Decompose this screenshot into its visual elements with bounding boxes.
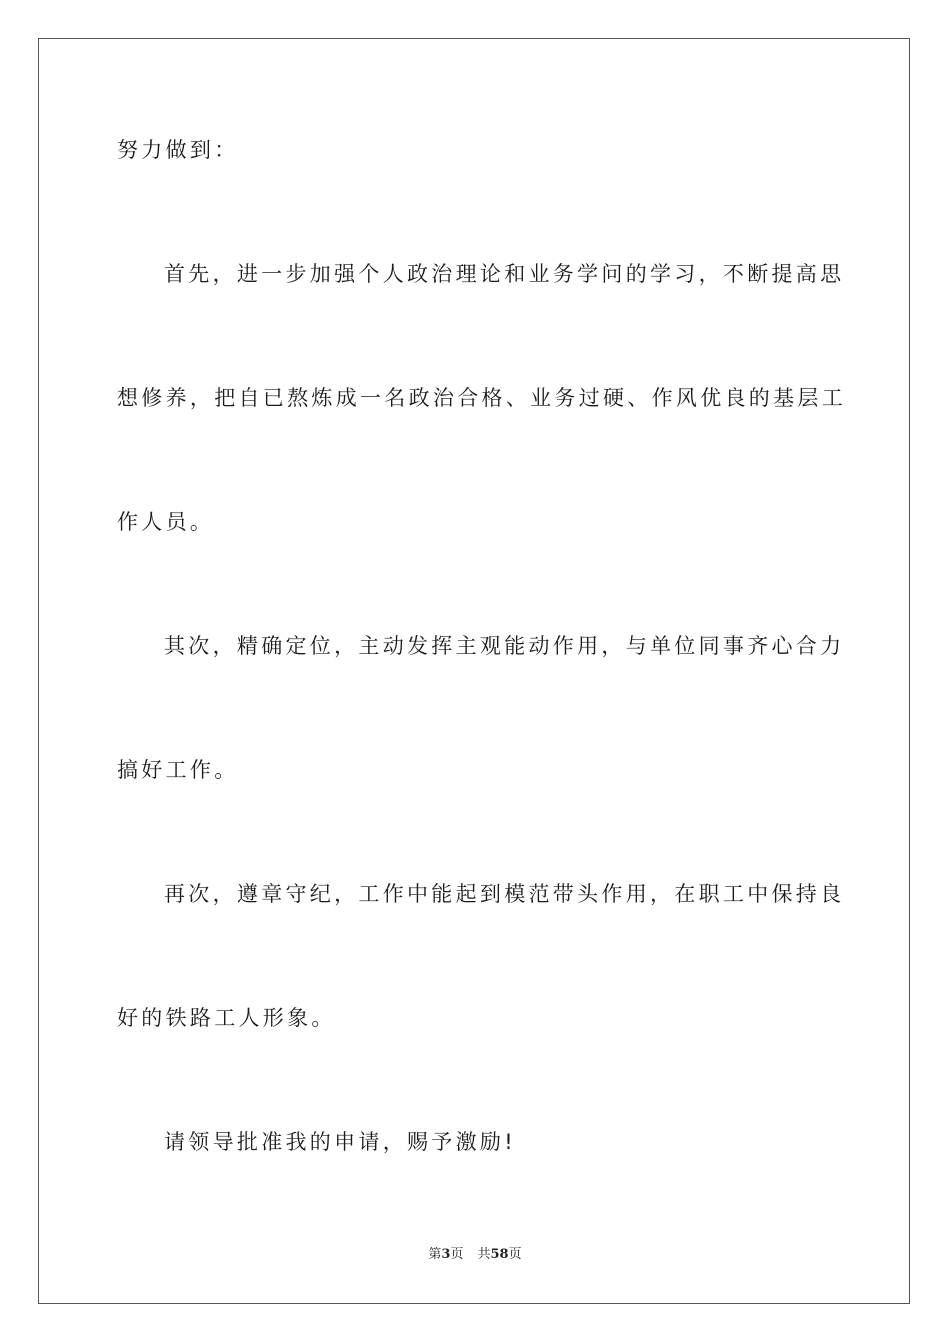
paragraph-first-line: 其次，精确定位，主动发挥主观能动作用，与单位同事齐心合力 — [164, 634, 845, 658]
body-line: 努力做到： — [117, 138, 239, 162]
total-suffix: 页 — [508, 1247, 522, 1262]
paragraph-first-line: 请领导批准我的申请，赐予激励! — [164, 1130, 516, 1154]
body-line: 作人员。 — [117, 510, 215, 534]
page-footer — [0, 1246, 950, 1264]
page-suffix: 页 — [450, 1247, 464, 1262]
paragraph-first-line: 再次，遵章守纪，工作中能起到模范带头作用，在职工中保持良 — [164, 882, 845, 906]
total-prefix: 共 — [477, 1247, 491, 1262]
total-pages: 58 — [490, 1247, 509, 1262]
body-line: 好的铁路工人形象。 — [117, 1006, 336, 1030]
page-border — [38, 38, 910, 1304]
page-prefix: 第 — [428, 1247, 442, 1262]
page-number: 3 — [441, 1247, 451, 1262]
body-line: 想修养，把自已熬炼成一名政治合格、业务过硬、作风优良的基层工 — [117, 386, 846, 410]
paragraph-first-line: 首先，进一步加强个人政治理论和业务学问的学习，不断提高思 — [164, 262, 845, 286]
body-line: 搞好工作。 — [117, 758, 239, 782]
